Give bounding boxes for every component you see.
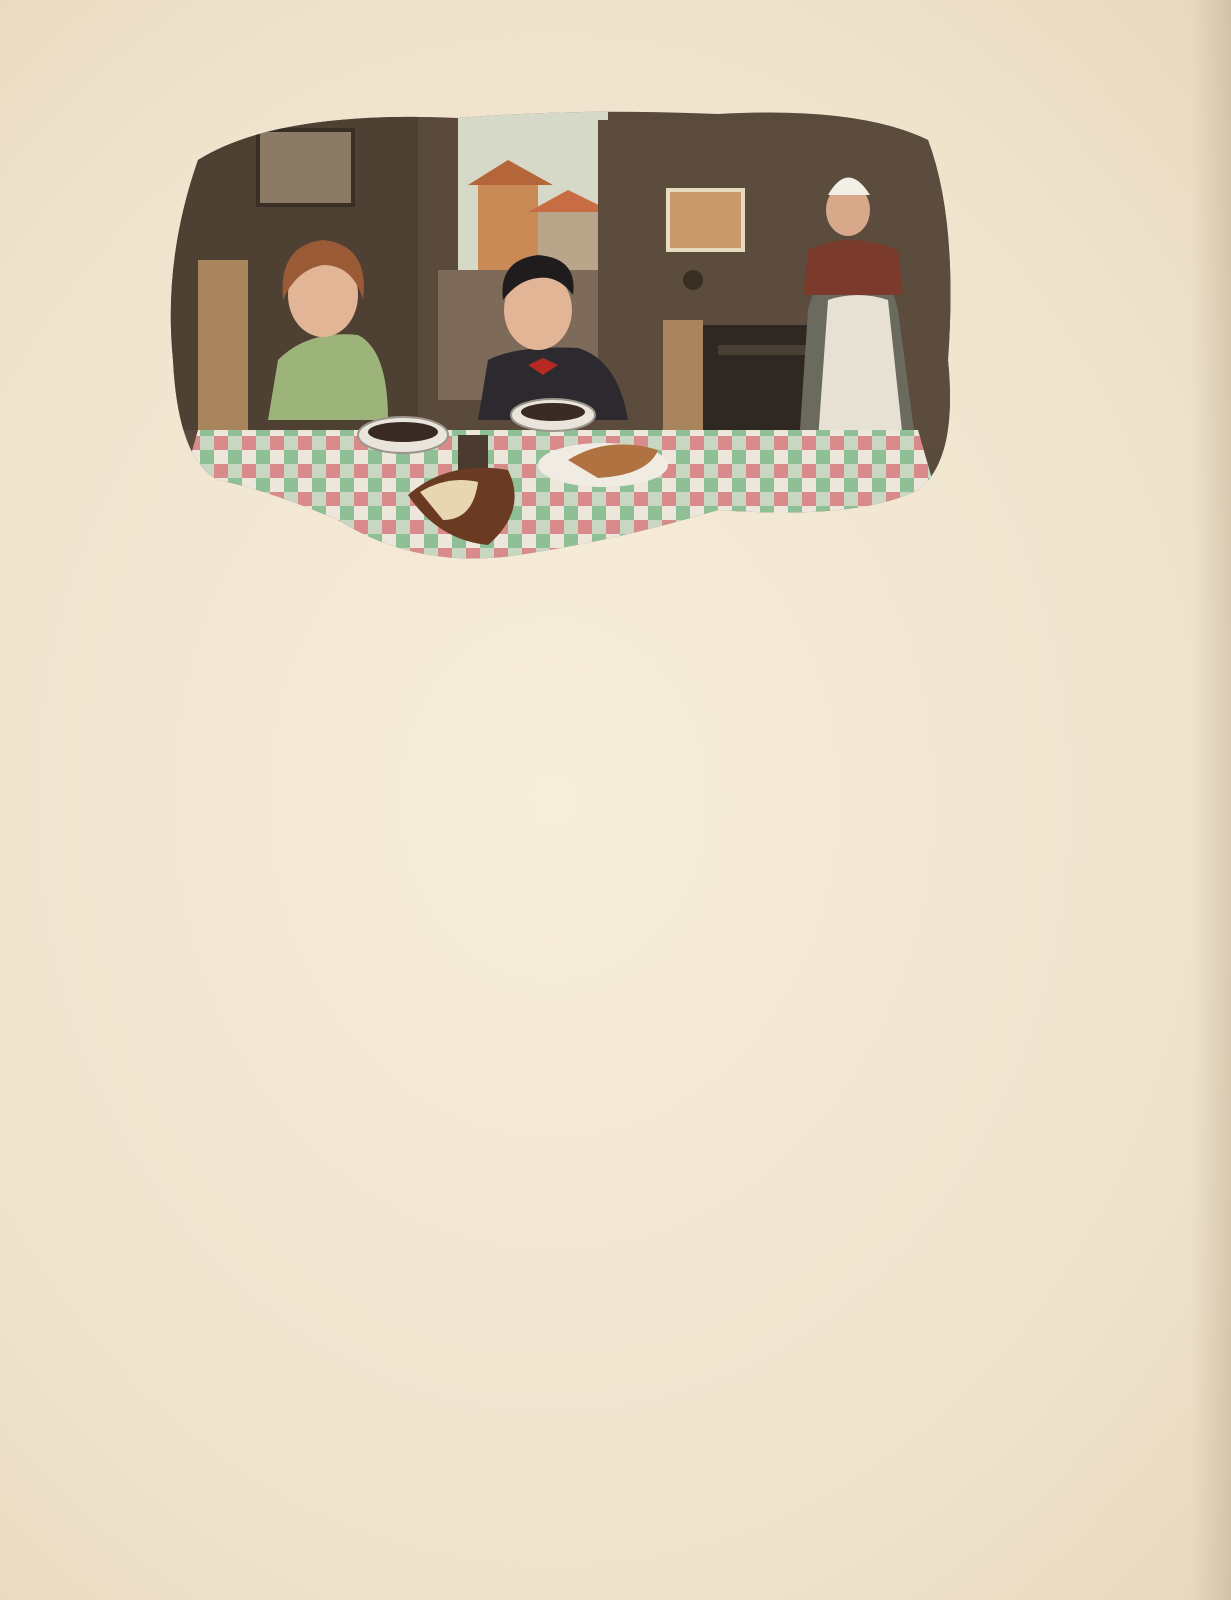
picture-frame-right — [668, 190, 743, 250]
chair-right — [663, 320, 703, 430]
story-text — [80, 630, 1070, 680]
kitchen-illustration — [158, 100, 958, 570]
page-edge-shadow — [1191, 0, 1231, 1600]
picture-frame-left — [258, 130, 353, 205]
chair-left — [198, 260, 248, 430]
